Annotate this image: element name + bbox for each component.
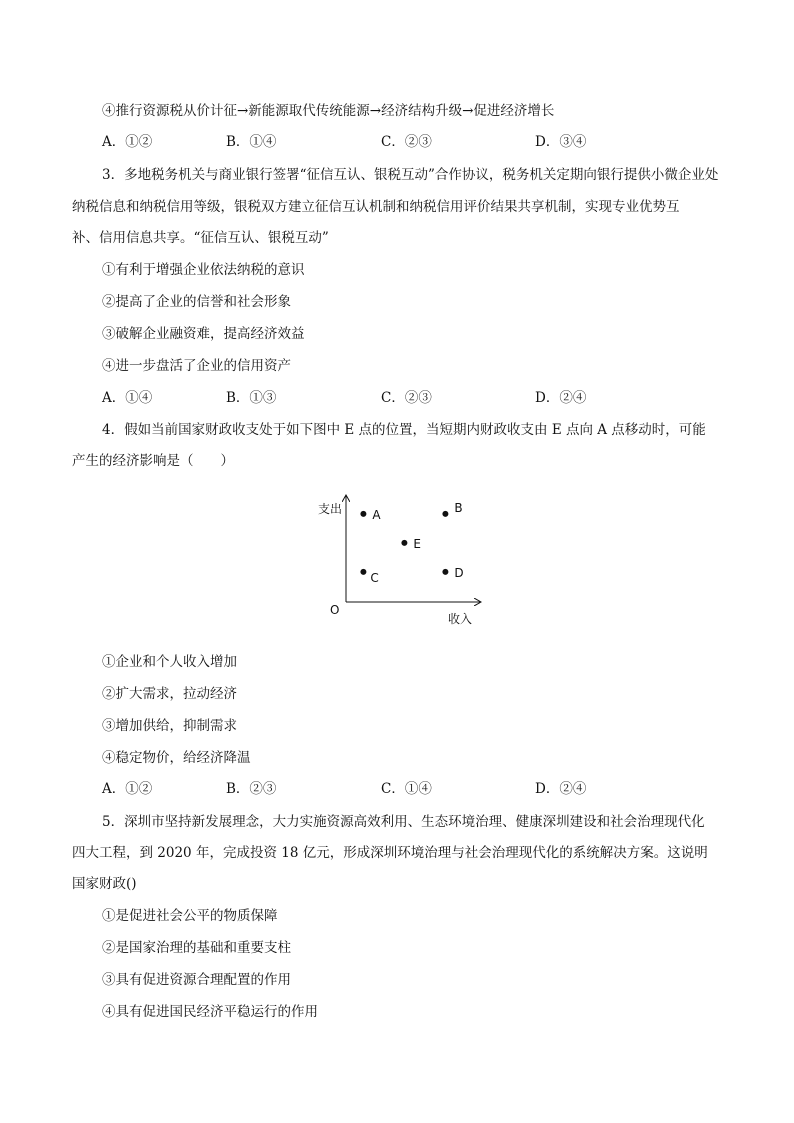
q3-stem-line-2: 纳税信息和纳税信用等级，银税双方建立征信互认机制和纳税信用评价结果共享机制，实现专业优势互: [72, 199, 680, 215]
q4-option-d: D．②④: [535, 781, 587, 797]
chart-points: [360, 501, 463, 585]
q3-option-d: D．②④: [535, 390, 587, 406]
q4-item-4: ④稳定物价，给经济降温: [102, 750, 251, 766]
x-axis-label: 收入: [448, 612, 473, 626]
q5-item-4: ④具有促进国民经济平稳运行的作用: [102, 1004, 318, 1020]
point-label-c: C: [370, 570, 379, 585]
point-d: [442, 569, 448, 575]
q5-item-2: ②是国家治理的基础和重要支柱: [102, 940, 291, 956]
point-label-b: B: [454, 500, 463, 515]
point-b: [442, 511, 448, 517]
point-e: [401, 540, 407, 546]
q3-option-a: A．①④: [102, 390, 153, 406]
q5-stem-line-3: 国家财政(): [72, 876, 137, 892]
q5-stem-line-2: 四大工程，到 2020 年，完成投资 18 亿元，形成深圳环境治理与社会治理现代化的系统解决方案。这说明: [72, 845, 708, 861]
q3-item-2: ②提高了企业的信誉和社会形象: [102, 294, 291, 310]
q4-item-2: ②扩大需求，拉动经济: [102, 686, 237, 702]
point-label-a: A: [372, 507, 381, 522]
q2-option-c: C．②③: [381, 134, 432, 150]
q3-stem-line-1: 3．多地税务机关与商业银行签署“征信互认、银税互动”合作协议，税务机关定期向银行提供小微企业处: [102, 167, 719, 183]
q4-stem-line-2: 产生的经济影响是（ ）: [72, 453, 234, 469]
point-a: [360, 511, 366, 517]
q2-option-b: B．①④: [226, 134, 277, 150]
q5-item-3: ③具有促进资源合理配置的作用: [102, 972, 291, 988]
q3-item-3: ③破解企业融资难，提高经济效益: [102, 326, 305, 342]
y-axis-label: 支出: [318, 502, 343, 516]
point-c: [360, 569, 366, 575]
q4-option-b: B．②③: [226, 781, 277, 797]
q3-stem-line-3: 补、信用信息共享。“征信互认、银税互动”: [72, 230, 329, 246]
q4-item-3: ③增加供给，抑制需求: [102, 718, 237, 734]
q5-item-1: ①是促进社会公平的物质保障: [102, 908, 278, 924]
point-label-d: D: [454, 565, 464, 580]
q3-item-1: ①有利于增强企业依法纳税的意识: [102, 262, 305, 278]
point-label-e: E: [413, 536, 421, 551]
q4-item-1: ①企业和个人收入增加: [102, 654, 237, 670]
origin-label: O: [330, 603, 340, 617]
q3-option-b: B．①③: [226, 390, 277, 406]
q5-stem-line-1: 5．深圳市坚持新发展理念，大力实施资源高效利用、生态环境治理、健康深圳建设和社会治理现代化: [102, 814, 705, 830]
fiscal-scatter-chart: [310, 490, 500, 630]
q2-option-a: A．①②: [102, 134, 153, 150]
q4-option-c: C．①④: [381, 781, 432, 797]
q4-option-a: A．①②: [102, 781, 153, 797]
q3-item-4: ④进一步盘活了企业的信用资产: [102, 358, 291, 374]
q2-option-d: D．③④: [535, 134, 587, 150]
q3-option-c: C．②③: [381, 390, 432, 406]
q2-item-4: ④推行资源税从价计征→新能源取代传统能源→经济结构升级→促进经济增长: [102, 103, 555, 119]
q4-stem-line-1: 4．假如当前国家财政收支处于如下图中 E 点的位置，当短期内财政收支由 E 点向 A 点移动时，可能: [102, 422, 706, 438]
